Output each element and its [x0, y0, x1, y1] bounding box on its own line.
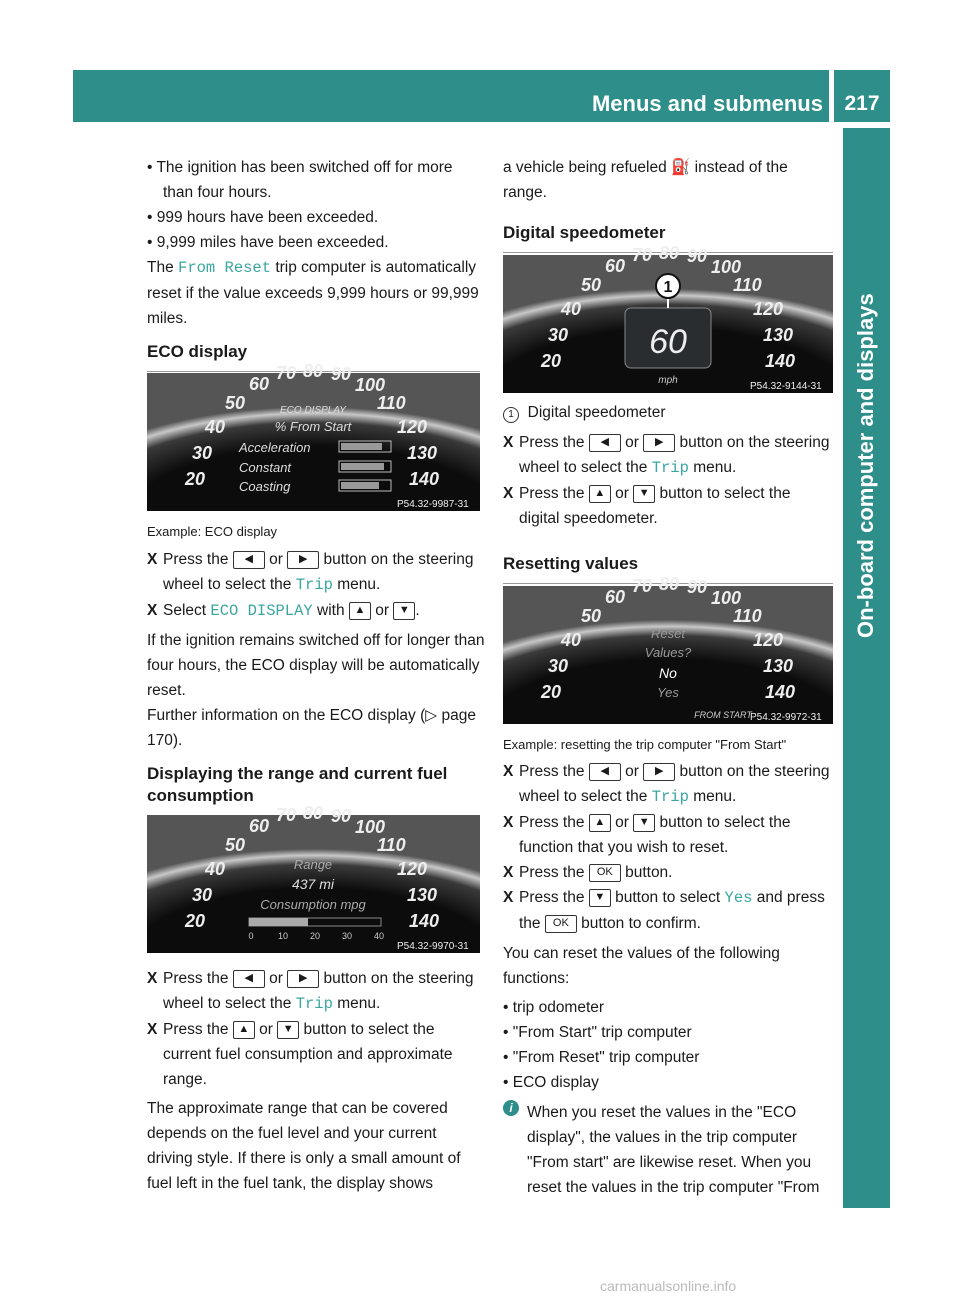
up-key-icon: ▲: [589, 814, 611, 832]
eco-row-label: Constant: [239, 460, 292, 475]
eco-caption: Example: ECO display: [147, 524, 278, 539]
text: or: [254, 1021, 278, 1038]
text: with: [312, 602, 349, 619]
right-key-icon: ▶: [643, 434, 675, 452]
reset-caption: Example: resetting the trip computer "From Start": [503, 737, 787, 752]
eco-row-label: Acceleration: [239, 440, 311, 455]
digital-steps: [503, 400, 833, 531]
text: The: [147, 259, 179, 276]
list-item: • 999 hours have been exceeded.: [147, 205, 485, 230]
step-marker: X: [503, 864, 514, 881]
axis-tick-label: 0: [248, 931, 254, 941]
gauge-number: 140: [409, 469, 440, 489]
info-text: When you reset the values in the "ECO display", the values in the trip computer "From start" are likewise reset. When you reset the values in the trip computer "From: [527, 1104, 820, 1196]
gauge-number: 80: [659, 243, 680, 263]
range-display-image: [147, 803, 480, 953]
eco-paragraph: If the ignition remains switched off for longer than four hours, the ECO display will be automatically reset.: [147, 632, 485, 699]
consumption-bar-fill: [249, 918, 308, 926]
text: Press the: [519, 864, 589, 881]
text: or: [264, 551, 288, 568]
gauge-number: 140: [409, 911, 440, 931]
side-chapter-tab: [843, 128, 890, 1208]
up-key-icon: ▲: [589, 485, 611, 503]
instruction-step: [503, 481, 833, 531]
reset-line2: Values?: [644, 645, 692, 660]
instruction-step: [503, 759, 833, 810]
ok-key-icon: OK: [589, 864, 621, 882]
gauge-number: 120: [753, 630, 784, 650]
eco-bar-fill: [341, 482, 379, 489]
gauge-number: 40: [205, 859, 226, 879]
axis-tick-label: 30: [341, 931, 353, 941]
gauge-number: 110: [733, 606, 762, 626]
eco-heading: ECO display: [147, 341, 480, 372]
gauge-number: 130: [763, 656, 794, 676]
gauge-number: 70: [632, 245, 653, 265]
digital-heading: Digital speedometer: [503, 222, 833, 253]
gauge-number: 30: [548, 325, 569, 345]
gauge-number: 100: [711, 588, 742, 608]
gauge-number: 130: [407, 885, 438, 905]
reset-values-image: [503, 574, 833, 724]
text: Press the: [519, 814, 589, 831]
instruction-step: [147, 1017, 485, 1092]
axis-tick-label: 10: [277, 931, 289, 941]
right-key-icon: ▶: [287, 970, 319, 988]
gauge-number: 110: [733, 275, 762, 295]
gauge-number: 40: [561, 630, 582, 650]
range-gauge-svg: [147, 803, 480, 953]
left-column: [147, 155, 485, 331]
watermark: carmanualsonline.info: [600, 1278, 737, 1294]
instruction-step: [147, 966, 485, 1017]
text: or: [370, 602, 394, 619]
reset-option-yes: Yes: [657, 685, 679, 700]
step-marker: X: [147, 970, 158, 987]
text: Press the: [519, 434, 589, 451]
eco-bar-fill: [341, 463, 384, 470]
gauge-number: 80: [303, 361, 324, 381]
ok-key-icon: OK: [545, 915, 577, 933]
reset-paragraph: You can reset the values of the following functions:: [503, 945, 780, 987]
gauge-number: 90: [331, 806, 352, 826]
mono-from-reset: From Reset: [178, 259, 272, 277]
mono-trip: Trip: [295, 995, 333, 1013]
eco-title: ECO DISPLAY: [280, 405, 346, 416]
page-header-title: Menus and submenus: [591, 91, 823, 116]
text: button to select the current fuel consumption and approximate range.: [163, 1021, 453, 1088]
text: button.: [620, 864, 673, 881]
gauge-number: 140: [765, 351, 796, 371]
axis-tick-label: 40: [373, 931, 385, 941]
page-number: 217: [844, 92, 880, 115]
step-marker: X: [147, 602, 158, 619]
gauge-number: 100: [355, 817, 386, 837]
reset-paragraph: [147, 255, 485, 331]
gauge-number: 20: [185, 469, 206, 489]
text: Press the: [519, 485, 589, 502]
text: menu.: [688, 788, 737, 805]
digital-legend: [503, 400, 833, 425]
range-value: 437 mi: [291, 876, 335, 892]
info-icon: i: [503, 1100, 519, 1116]
instruction-step: [147, 598, 485, 624]
text: Press the: [163, 1021, 233, 1038]
text: button to select: [610, 889, 725, 906]
down-key-icon: ▼: [277, 1021, 299, 1039]
text: or: [610, 485, 634, 502]
instruction-step: [503, 885, 833, 936]
gauge-number: 120: [753, 299, 784, 319]
gauge-number: 50: [225, 393, 246, 413]
image-code: P54.32-9987-31: [397, 499, 469, 510]
gauge-number: 90: [331, 364, 352, 384]
gauge-number: 30: [192, 885, 213, 905]
right-column-top: [503, 155, 833, 205]
gauge-number: 80: [659, 574, 680, 594]
range-paragraph: The approximate range that can be covered depends on the fuel level and your current driving style. If there is only a small amount of fuel left in the fuel tank, the display shows: [147, 1100, 461, 1192]
down-key-icon: ▼: [393, 602, 415, 620]
gauge-number: 110: [377, 835, 406, 855]
text: .: [415, 602, 420, 619]
gauge-number: 60: [249, 374, 270, 394]
step-marker: X: [147, 1021, 158, 1038]
text: button on the steering wheel to select the: [519, 763, 830, 805]
text: and press the: [519, 889, 825, 932]
gauge-number: 70: [632, 576, 653, 596]
gauge-number: 50: [581, 606, 602, 626]
text: Press the: [163, 551, 233, 568]
list-item: • The ignition has been switched off for more than four hours.: [147, 155, 485, 205]
right-key-icon: ▶: [287, 551, 319, 569]
eco-paragraph: Further information on the ECO display (▷ page 170).: [147, 707, 476, 749]
gauge-number: 20: [541, 682, 562, 702]
gauge-number: 90: [687, 246, 708, 266]
digital-gauge-svg: [503, 243, 833, 393]
range-steps: [147, 966, 485, 1196]
text: menu.: [688, 459, 737, 476]
gauge-number: 60: [605, 587, 626, 607]
gauge-number: 20: [185, 911, 206, 931]
text: button to select the digital speedometer.: [519, 485, 791, 527]
text: Press the: [163, 970, 233, 987]
right-key-icon: ▶: [643, 763, 675, 781]
eco-bar-fill: [341, 443, 382, 450]
image-code: P54.32-9972-31: [750, 712, 822, 723]
instruction-step: [147, 547, 485, 598]
digital-speedometer-image: [503, 243, 833, 393]
reset-option-no: No: [659, 665, 677, 681]
eco-steps: [147, 547, 485, 753]
text: menu.: [332, 576, 381, 593]
step-marker: X: [503, 889, 514, 906]
legend-number: 1: [503, 407, 519, 423]
text: button on the steering wheel to select the: [519, 434, 830, 476]
mono-trip: Trip: [295, 576, 333, 594]
mono-trip: Trip: [651, 788, 689, 806]
gauge-number: 100: [355, 375, 386, 395]
text: or: [610, 814, 634, 831]
gauge-number: 40: [561, 299, 582, 319]
axis-tick-label: 20: [309, 931, 321, 941]
gauge-number: 30: [192, 443, 213, 463]
step-marker: X: [503, 434, 514, 451]
text: or: [620, 434, 644, 451]
step-marker: X: [503, 763, 514, 780]
eco-gauge-svg: [147, 361, 480, 511]
list-item: • ECO display: [503, 1070, 833, 1095]
text: trip computer is automatically reset if the value exceeds 9,999 hours or 99,999 miles.: [147, 259, 479, 327]
reset-line1: Reset: [651, 626, 685, 641]
refuel-paragraph: a vehicle being refueled ⛽ instead of the range.: [503, 159, 788, 201]
left-key-icon: ◀: [589, 434, 621, 452]
mono-yes: Yes: [724, 889, 753, 907]
gauge-number: 20: [541, 351, 562, 371]
left-key-icon: ◀: [233, 551, 265, 569]
gauge-number: 100: [711, 257, 742, 277]
digital-speed-value: 60: [649, 323, 687, 361]
gauge-number: 130: [763, 325, 794, 345]
list-item: • "From Reset" trip computer: [503, 1045, 833, 1070]
down-key-icon: ▼: [633, 814, 655, 832]
list-item: • "From Start" trip computer: [503, 1020, 833, 1045]
gauge-number: 30: [548, 656, 569, 676]
text: or: [620, 763, 644, 780]
gauge-number: 70: [276, 363, 297, 383]
instruction-step: [503, 860, 833, 885]
gauge-number: 130: [407, 443, 438, 463]
instruction-step: [503, 810, 833, 860]
down-key-icon: ▼: [589, 889, 611, 907]
gauge-number: 110: [377, 393, 406, 413]
text: or: [264, 970, 288, 987]
text: Press the: [519, 763, 589, 780]
range-heading: Displaying the range and current fuel consumption: [147, 763, 480, 816]
reset-footer: FROM START: [694, 710, 752, 720]
mono-eco-display: ECO DISPLAY: [210, 602, 313, 620]
text: Press the: [519, 889, 589, 906]
eco-row-label: Coasting: [239, 479, 291, 494]
step-marker: X: [147, 551, 158, 568]
list-item: • trip odometer: [503, 995, 833, 1020]
legend-text: Digital speedometer: [527, 404, 666, 421]
list-item: • 9,999 miles have been exceeded.: [147, 230, 485, 255]
gauge-number: 140: [765, 682, 796, 702]
text: button to confirm.: [576, 915, 701, 932]
gauge-number: 50: [225, 835, 246, 855]
left-key-icon: ◀: [589, 763, 621, 781]
text: button to select the function that you wish to reset.: [519, 814, 791, 856]
gauge-number: 90: [687, 577, 708, 597]
gauge-number: 50: [581, 275, 602, 295]
instruction-step: [503, 430, 833, 481]
left-key-icon: ◀: [233, 970, 265, 988]
text: Select: [163, 602, 211, 619]
range-title: Range: [293, 857, 333, 872]
gauge-number: 80: [303, 803, 324, 823]
step-marker: X: [503, 814, 514, 831]
up-key-icon: ▲: [349, 602, 371, 620]
reset-heading: Resetting values: [503, 553, 833, 584]
reset-gauge-svg: [503, 574, 833, 724]
eco-subtitle: % From Start: [274, 419, 352, 434]
down-key-icon: ▼: [633, 485, 655, 503]
side-chapter-label: On-board computer and displays: [853, 293, 878, 638]
gauge-number: 120: [397, 417, 428, 437]
text: button on the steering wheel to select the: [163, 551, 474, 593]
text: menu.: [332, 995, 381, 1012]
gauge-number: 60: [249, 816, 270, 836]
speed-unit: mph: [658, 375, 678, 386]
mono-trip: Trip: [651, 459, 689, 477]
image-code: P54.32-9144-31: [750, 381, 822, 392]
text: button on the steering wheel to select the: [163, 970, 474, 1012]
image-code: P54.32-9970-31: [397, 941, 469, 952]
up-key-icon: ▲: [233, 1021, 255, 1039]
gauge-number: 70: [276, 805, 297, 825]
reset-steps: [503, 759, 833, 1200]
info-note: [503, 1100, 833, 1200]
step-marker: X: [503, 485, 514, 502]
eco-display-image: [147, 361, 480, 511]
gauge-number: 60: [605, 256, 626, 276]
gauge-number: 120: [397, 859, 428, 879]
consumption-label: Consumption mpg: [260, 897, 366, 912]
gauge-number: 40: [205, 417, 226, 437]
callout-number: 1: [663, 279, 673, 296]
